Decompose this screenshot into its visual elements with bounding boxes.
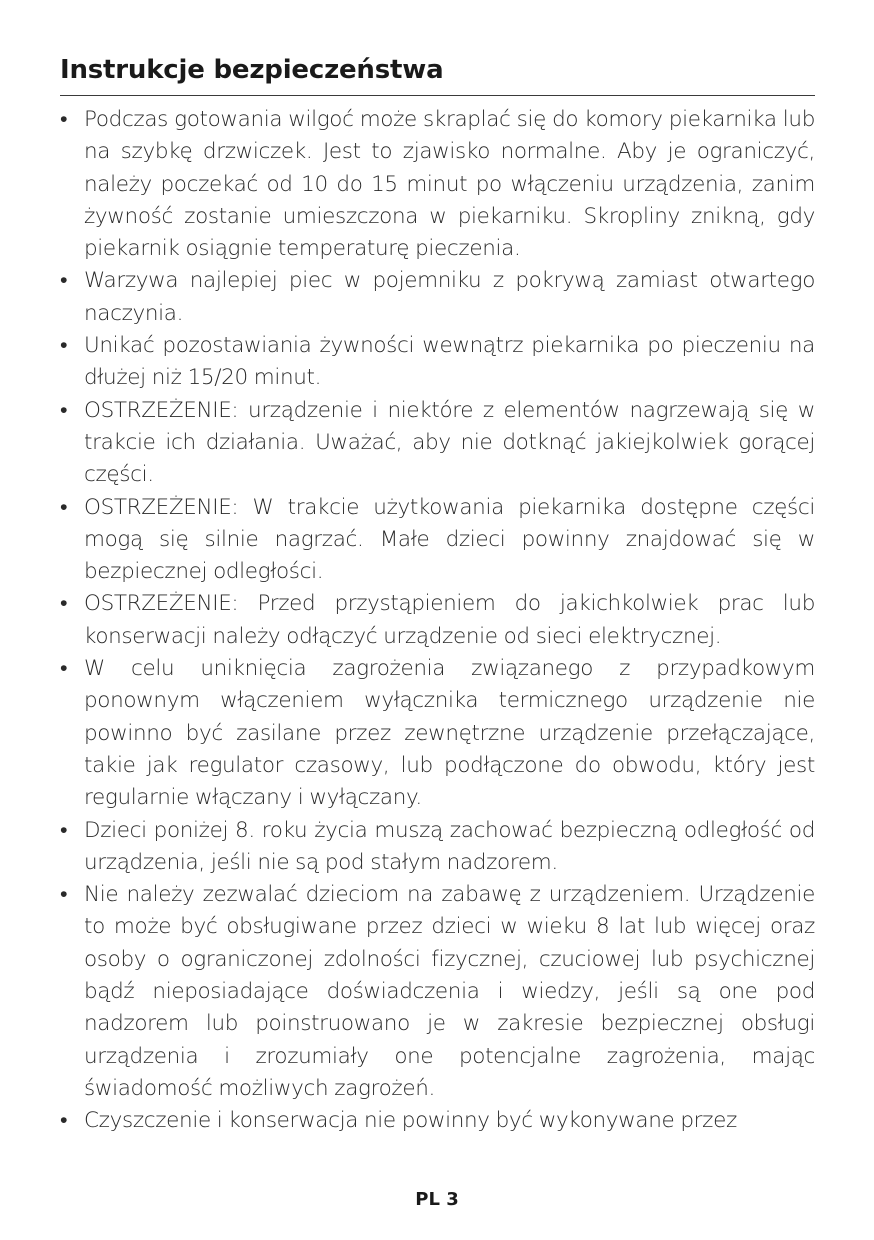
bullet-dot-icon: • <box>60 333 68 359</box>
list-item <box>60 815 815 880</box>
list-item <box>60 104 815 265</box>
list-item-text: Czyszczenie i konserwacja nie powinny być wykonywane przez <box>84 1108 737 1134</box>
list-item <box>60 492 815 589</box>
bullet-dot-icon: • <box>60 591 68 617</box>
list-item-text: OSTRZEŻENIE: urządzenie i niektóre z elementów nagrzewają się w trakcie ich działania. Uważać, aby nie dotknąć jakiejkolwiek gorącej części. <box>84 397 815 488</box>
bullet-dot-icon: • <box>60 397 68 423</box>
safety-instructions-list <box>60 104 815 1138</box>
list-item-text: OSTRZEŻENIE: Przed przystąpieniem do jakichkolwiek prac lub konserwacji należy odłączyć urządzenie od sieci elektrycznej. <box>84 591 815 649</box>
bullet-dot-icon: • <box>60 268 68 294</box>
list-item-text: Nie należy zezwalać dzieciom na zabawę z urządzeniem. Urządzenie to może być obsługiwane przez dzieci w wieku 8 lat lub więcej oraz osoby o ograniczonej zdolności fizycznej, czuciowej lub psychicznej bądź nieposiadające doświadczenia i wiedzy, jeśli są one pod nadzorem lub poinstruowano je w zakresie bezpiecznej obsługi urządzenia i zrozumiały one potencjalne zagrożenia, mając świadomość możliwych zagrożeń. <box>84 882 815 1101</box>
bullet-dot-icon: • <box>60 494 68 520</box>
list-item <box>60 265 815 330</box>
bullet-dot-icon: • <box>60 107 68 132</box>
list-item-text: W celu uniknięcia zagrożenia związanego z przypadkowym ponownym włączeniem wyłącznika termicznego urządzenie nie powinno być zasilane przez zewnętrzne urządzenie przełączające, takie jak regulator czasowy, lub podłączone do obwodu, który jest regularnie włączany i wyłączany. <box>84 656 815 811</box>
list-item-text: Podczas gotowania wilgoć może skraplać się do komory piekarnika lub na szybkę drzwiczek. Jest to zjawisko normalne. Aby je ograniczyć, należy poczekać od 10 do 15 minut po włączeniu urządzenia, zanim żywność zostanie umieszczona w piekarniku. Skropliny znikną, gdy piekarnik osiągnie temperaturę pieczenia. <box>84 107 815 262</box>
list-item <box>60 330 815 395</box>
bullet-dot-icon: • <box>60 656 68 682</box>
list-item-text: OSTRZEŻENIE: W trakcie użytkowania piekarnika dostępne części mogą się silnie nagrzać. Małe dzieci powinny znajdować się w bezpiecznej odległości. <box>84 494 815 585</box>
bullet-dot-icon: • <box>60 882 68 908</box>
title-underline <box>60 95 815 96</box>
list-item <box>60 879 815 1105</box>
page-number: PL 3 <box>415 1189 459 1210</box>
bullet-dot-icon: • <box>60 1108 68 1134</box>
list-item <box>60 653 815 814</box>
list-item <box>60 1105 815 1137</box>
list-item-text: Dzieci poniżej 8. roku życia muszą zachować bezpieczną odległość od urządzenia, jeśli nie są pod stałym nadzorem. <box>84 817 815 875</box>
bullet-dot-icon: • <box>60 817 68 843</box>
list-item <box>60 395 815 492</box>
list-item <box>60 588 815 653</box>
list-item-text: Warzywa najlepiej piec w pojemniku z pokrywą zamiast otwartego naczynia. <box>84 268 815 326</box>
list-item-text: Unikać pozostawiania żywności wewnątrz piekarnika po pieczeniu na dłużej niż 15/20 minut. <box>84 333 815 391</box>
page-title: Instrukcje bezpieczeństwa <box>60 55 444 85</box>
